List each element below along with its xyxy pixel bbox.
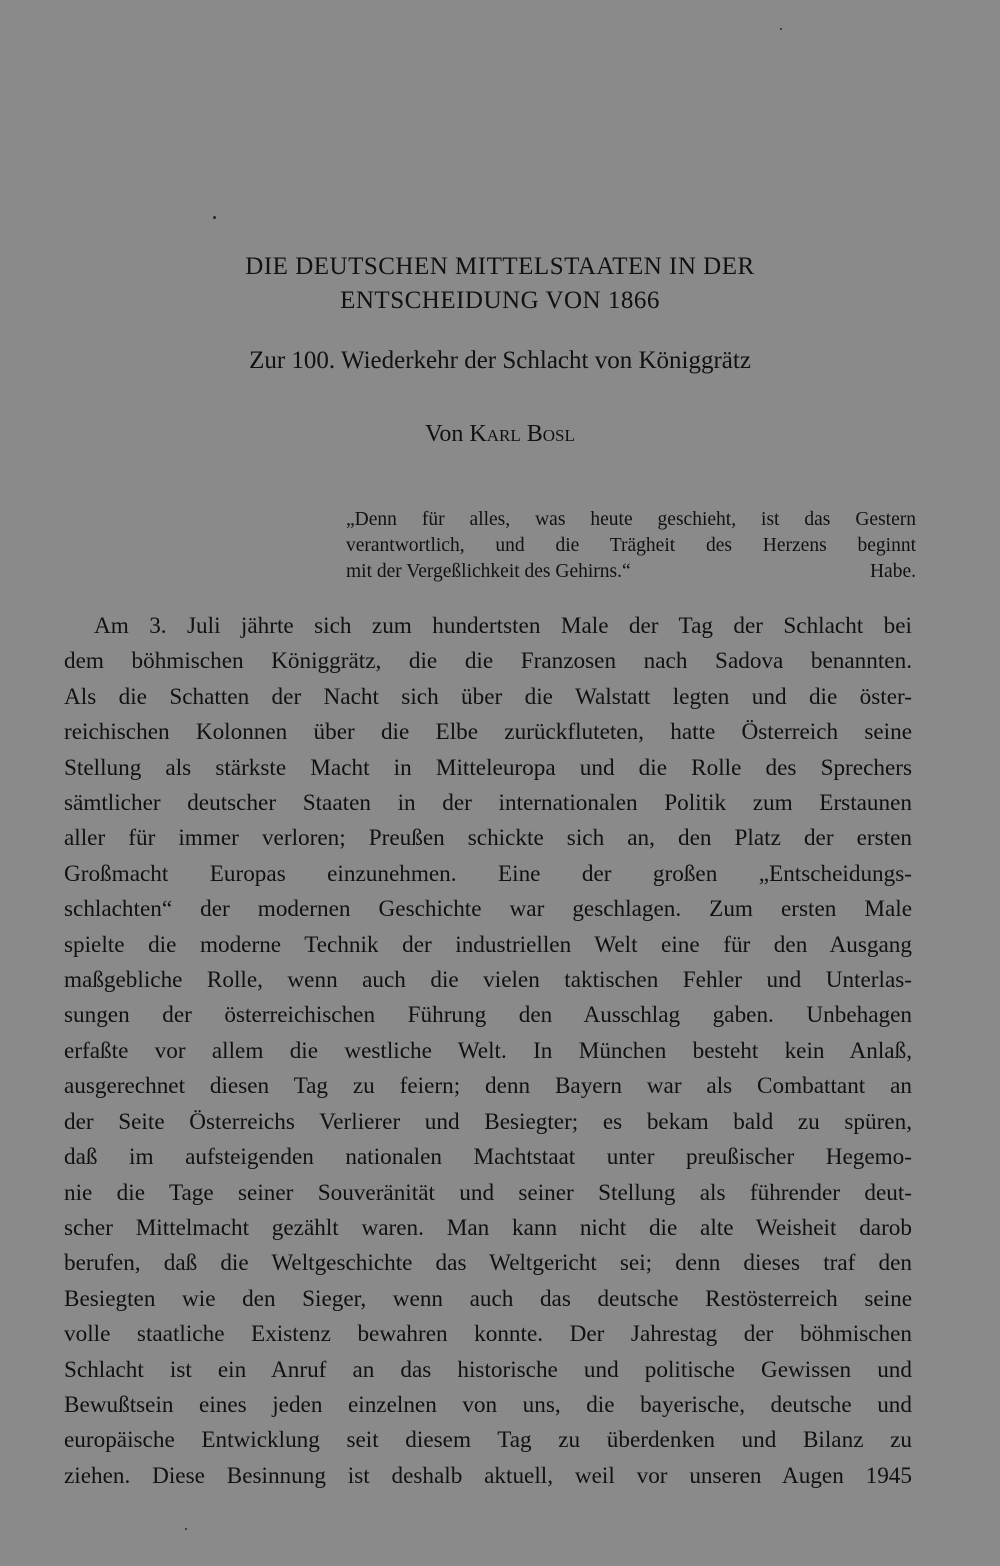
body-line: Bewußtsein eines jeden einzelnen von uns, die bayerische, deutsche und	[64, 1391, 912, 1418]
body-line: nie die Tage seiner Souveränität und seiner Stellung als führender deut-	[64, 1179, 912, 1206]
body-line: berufen, daß die Weltgeschichte das Weltgericht sei; denn dieses traf den	[64, 1250, 912, 1277]
title-line: DIE DEUTSCHEN MITTELSTAATEN IN DER	[245, 253, 755, 280]
body-line: sungen der österreichischen Führung den Ausschlag gaben. Unbehagen	[64, 1002, 912, 1029]
author-name: Karl Bosl	[469, 421, 575, 447]
title-line: ENTSCHEIDUNG VON 1866	[340, 287, 660, 314]
body-line: spielte die moderne Technik der industriellen Welt eine für den Ausgang	[64, 931, 912, 958]
epigraph-attribution: Habe.	[869, 561, 916, 582]
epigraph-line: mit der Vergeßlichkeit des Gehirns.“	[346, 561, 631, 582]
body-line: ziehen. Diese Besinnung ist deshalb aktuell, weil vor unseren Augen 1945	[64, 1462, 912, 1489]
body-line: scher Mittelmacht gezählt waren. Man kann nicht die alte Weisheit darob	[64, 1214, 912, 1241]
body-line: Stellung als stärkste Macht in Mitteleuropa und die Rolle des Sprechers	[64, 754, 912, 781]
author-prefix: Von	[425, 421, 464, 447]
speck-mark	[185, 1528, 187, 1530]
body-line: erfaßte vor allem die westliche Welt. In München besteht kein Anlaß,	[64, 1037, 912, 1064]
epigraph	[346, 507, 916, 585]
epigraph-last-row	[346, 559, 916, 585]
body-line: Besiegten wie den Sieger, wenn auch das deutsche Restösterreich seine	[64, 1285, 912, 1312]
body-line: Schlacht ist ein Anruf an das historische und politische Gewissen und	[64, 1356, 912, 1383]
body-line: Am 3. Juli jährte sich zum hundertsten Male der Tag der Schlacht bei	[94, 613, 912, 639]
body-line: daß im aufsteigenden nationalen Machtstaat unter preußischer Hegemo-	[64, 1144, 912, 1171]
body-line: dem böhmischen Königgrätz, die die Franzosen nach Sadova benannten.	[64, 648, 912, 675]
article-subtitle: Zur 100. Wiederkehr der Schlacht von Königgrätz	[249, 347, 751, 374]
body-line: Großmacht Europas einzunehmen. Eine der großen „Entscheidungs-	[64, 860, 912, 887]
body-line: volle staatliche Existenz bewahren konnte. Der Jahrestag der böhmischen	[64, 1321, 912, 1348]
body-line: reichischen Kolonnen über die Elbe zurückfluteten, hatte Österreich seine	[64, 719, 912, 746]
speck-mark	[213, 216, 216, 219]
body-line: sämtlicher deutscher Staaten in der internationalen Politik zum Erstaunen	[64, 790, 912, 817]
body-line: der Seite Österreichs Verlierer und Besiegter; es bekam bald zu spüren,	[64, 1108, 912, 1135]
body-line: schlachten“ der modernen Geschichte war geschlagen. Zum ersten Male	[64, 896, 912, 923]
body-line: Als die Schatten der Nacht sich über die Walstatt legten und die öster-	[64, 683, 912, 710]
article-title	[0, 250, 1000, 318]
body-line: aller für immer verloren; Preußen schickte sich an, den Platz der ersten	[64, 825, 912, 852]
body-line: ausgerechnet diesen Tag zu feiern; denn Bayern war als Combattant an	[64, 1073, 912, 1100]
body-line: europäische Entwicklung seit diesem Tag zu überdenken und Bilanz zu	[64, 1427, 912, 1454]
author-byline	[0, 418, 1000, 450]
epigraph-line: „Denn für alles, was heute geschieht, ist das Gestern	[346, 509, 916, 530]
body-line: maßgebliche Rolle, wenn auch die vielen taktischen Fehler und Unterlas-	[64, 967, 912, 994]
body-paragraph	[64, 609, 912, 1494]
epigraph-line: verantwortlich, und die Trägheit des Herzens beginnt	[346, 535, 916, 556]
speck-mark	[780, 28, 782, 30]
